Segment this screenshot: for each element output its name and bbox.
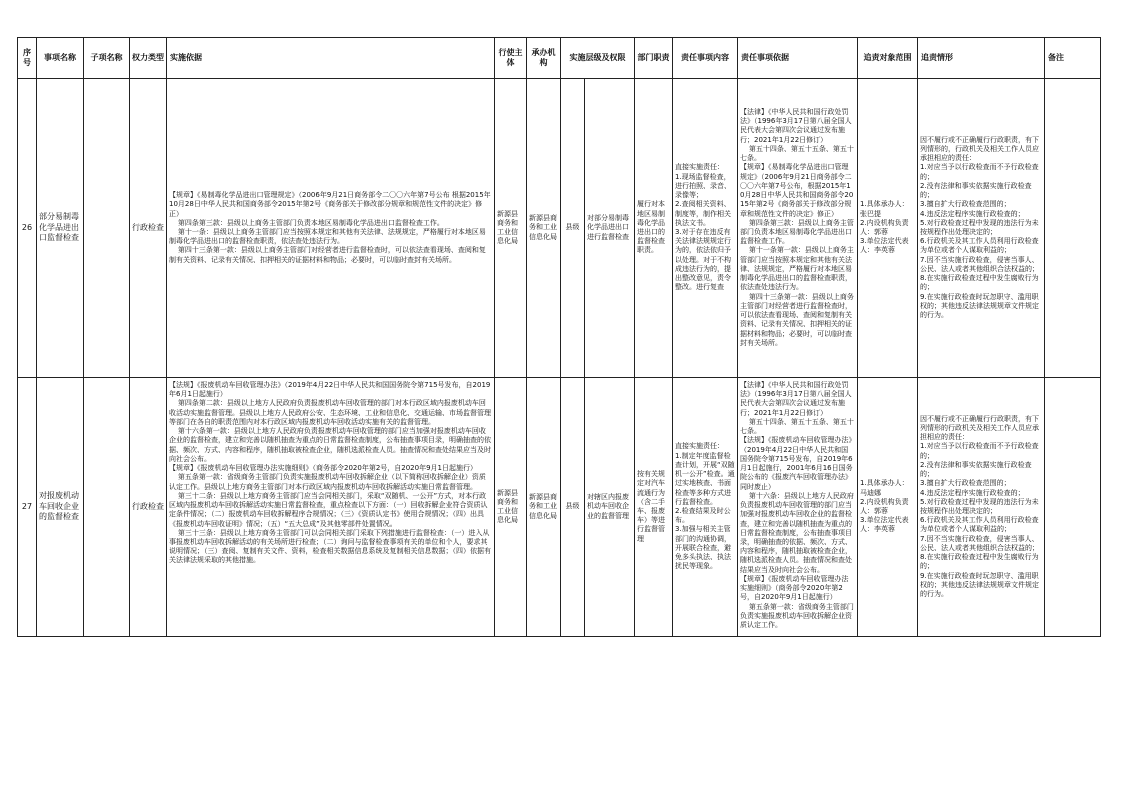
header-row: [18, 38, 1101, 79]
header-dept-duty: 部门职责: [635, 38, 673, 79]
row-dept-duty: 按有关规定对汽车流通行为（含二手车、报废车）等进行监督管理: [635, 378, 673, 637]
row-basis: 【规章】《易制毒化学品进出口管理规定》（2006年9月21日商务部令二〇〇六年第7号公布 根据2015年10月28日中华人民共和国商务部令2015年第2号《商务部关于修改部分规章和规范性文件的决定》修正） 第四条第三款：县级以上商务主管部门负责本地区易制毒化学品进出口监督检查工作。 第十一条：县级以上商务主管部门应当按照本规定和其他有关法律、法规规定，严格履行对本地区易制毒化学品进出口的监督检查职责，依法查处违法行为。 第四十三条第一款：县级以上商务主管部门对经营者进行监督检查时，可以依法查看现场、查阅和复制有关资料、记录有关情况、扣押相关的证据材料和物品；必要时，可以临时查封有关场所。: [169, 191, 491, 264]
row-accountable: 1.具体承办人：张巴提 2.内设机构负责人：郭蓉 3.单位法定代表人：李英蓉: [860, 200, 909, 255]
row-dept-duty: 履行对本地区易制毒化学品进出口的监督检查职责。: [635, 79, 673, 378]
row-subject: 新源县商务和工业信息化局: [495, 378, 527, 637]
row-resp-basis: 【法律】《中华人民共和国行政处罚法》（1996年3月17日第八届全国人民代表大会第四次会议通过发布施行；2021年1月22日修订） 第五十四条、第五十五条、第五十七条。 【法规】《报废机动车回收管理办法》（2019年4月22日中华人民共和国国务院令第715号发布，自2019年6月1日起施行，2001年6月16日国务院公布的《报废汽车回收管理办法》同时废止） 第十六条：县级以上地方人民政府负责报废机动车回收管理的部门应当加强对报废机动车回收企业的监督检查，建立和完善以随机抽查为重点的日常监督检查制度，公布抽查事项目录，明确抽查的依据、频次、方式、内容和程序，随机抽取被检查企业，随机选派检查人员。抽查情况和查处结果应当及时向社会公布。 【规章】《报废机动车回收管理办法实施细则》（商务部令2020年第2号，自2020年9月1日起施行） 第五条第一款：省级商务主管部门负责实施报废机动车回收拆解企业资质认定工作。: [740, 381, 854, 630]
row-level: 县级: [561, 378, 585, 637]
row-remarks: [1045, 378, 1101, 637]
row-subject: 新源县商务和工业信息化局: [495, 79, 527, 378]
header-basis: 实施依据: [167, 38, 495, 79]
row-item-name: 对报废机动车回收企业的监督检查: [37, 378, 84, 637]
table-header: [18, 38, 1101, 79]
row-power-type: 行政检查: [130, 378, 167, 637]
row-sub-item-name: [84, 378, 130, 637]
row-level: 县级: [561, 79, 585, 378]
header-resp-content: 责任事项内容: [673, 38, 738, 79]
header-power-type: 权力类型: [130, 38, 167, 79]
row-sub-item-name: [84, 79, 130, 378]
row-accountable: 1.具体承办人：马迪娜 2.内设机构负责人：郭蓉 3.单位法定代表人：李英蓉: [860, 479, 909, 534]
header-resp-basis: 责任事项依据: [738, 38, 858, 79]
table-row: [18, 378, 1101, 637]
header-sub-item-name: 子项名称: [84, 38, 130, 79]
row-resp-basis: 【法律】《中华人民共和国行政处罚法》（1996年3月17日第八届全国人民代表大会第四次会议通过发布施行；2021年1月22日修订） 第五十四条、第五十五条、第五十七条。 【规章】《易制毒化学品进出口管理规定》（2006年9月21日商务部令二〇〇六年第7号公布，根据2015年10月28日中华人民共和国商务部令2015年第2号《商务部关于修改部分规章和规范性文件的决定》修正） 第四条第三款：县级以上商务主管部门负责本地区易制毒化学品进出口监督检查工作。 第十一条第一款：县级以上商务主管部门应当按照本规定和其他有关法律、法规规定，严格履行对本地区易制毒化学品进出口的监督检查职责，依法查处违法行为。 第四十三条第一款：县级以上商务主管部门对经营者进行监督检查时，可以依法查看现场、查阅和复制有关资料、记录有关情况、扣押相关的证据材料和物品；必要时，可以临时查封有关场所。: [740, 107, 854, 347]
header-accountable: 追责对象范围: [858, 38, 918, 79]
row-level-power: 对辖区内报废机动车回收企业的监督管理: [585, 378, 635, 637]
header-remarks: 备注: [1045, 38, 1101, 79]
row-agency: 新源县商务和工业信息化局: [527, 79, 561, 378]
row-basis: 【法规】《报废机动车回收管理办法》（2019年4月22日中华人民共和国国务院令第715号发布，自2019年6月1日起施行） 第四条第二款：县级以上地方人民政府负责报废机动车回收管理的部门对本行政区域内报废机动车回收活动实施监督管理。县级以上地方人民政府公安、生态环境、工业和信息化、交通运输、市场监督管理等部门在各自的职责范围内对本行政区域内报废机动车回收活动实施有关的监督管理。 第十六条第一款：县级以上地方人民政府负责报废机动车回收管理的部门应当加强对报废机动车回收企业的监督检查，建立和完善以随机抽查为重点的日常监督检查制度，公布抽查事项目录，明确抽查的依据、频次、方式、内容和程序，随机抽取被检查企业，随机选派检查人员。抽查情况和查处结果应当及时向社会公布。 【规章】《报废机动车回收管理办法实施细则》（商务部令2020年第2号，自2020年9月1日起施行） 第五条第一款：省级商务主管部门负责实施报废机动车回收拆解企业（以下简称回收拆解企业）资质认定工作。县级以上地方商务主管部门对本行政区域内报废机动车回收拆解活动实施日常监督管理。 第三十二条：县级以上地方商务主管部门应当会同相关部门，采取“双随机、一公开”方式，对本行政区域内报废机动车回收拆解活动实施日常监督检查，重点检查以下方面：（一）回收拆解企业符合资质认定条件情况；（二）报废机动车回收拆解程序合规情况；（三）《资质认定书》使用合规情况；（四）出具《报废机动车回收证明》情况；（五）“五大总成”及其他零部件处置情况。 第三十三条：县级以上地方商务主管部门可以会同相关部门采取下列措施进行监督检查：（一）进入从事报废机动车回收拆解活动的有关场所进行检查；（二）询问与监督检查事项有关的单位和个人，要求其说明情况；（三）查阅、复制有关文件、资料，检查相关数据信息系统及复制相关信息数据；（四）依据有关法律法规采取的其他措施。: [169, 381, 491, 565]
row-seq: 26: [18, 79, 37, 378]
responsibility-list-sheet: [17, 37, 1100, 637]
row-power-type: 行政检查: [130, 79, 167, 378]
header-item-name: 事项名称: [37, 38, 84, 79]
row-remarks: [1045, 79, 1101, 378]
row-circumstances: 因不履行或不正确履行行政职责，有下列情形的，行政机关及相关工作人员应承担相应的责任： 1.对应当予以行政检查而不予行政检查的； 2.没有法律和事实依据实施行政检查的； 3.擅自扩大行政检查范围的； 4.违反法定程序实施行政检查的； 5.对行政检查过程中发现的违法行为未按规程作出处理决定的； 6.行政机关及其工作人员利用行政检查为单位或者个人谋取利益的； 7.因不当实施行政检查，侵害当事人、公民、法人或者其他组织合法权益的； 8.在实施行政检查过程中发生腐败行为的； 9.在实施行政检查时玩忽职守、滥用职权的；其他违反法律法规规章文件规定的行为。: [920, 135, 1039, 320]
row-agency: 新源县商务和工业信息化局: [527, 378, 561, 637]
header-circumstances: 追责情形: [918, 38, 1045, 79]
header-subject: 行使主体: [495, 38, 527, 79]
row-circumstances: 因不履行或不正确履行行政职责，有下列情形的行政机关及相关工作人员应承担相应的责任： 1.对应当予以行政检查而不予行政检查的； 2.没有法律和事实依据实施行政检查的； 3.擅自扩大行政检查范围的； 4.违反法定程序实施行政检查的； 5.对行政检查过程中发现的违法行为未按规程作出处理决定的； 6.行政机关及其工作人员利用行政检查为单位或者个人谋取利益的； 7.因不当实施行政检查，侵害当事人、公民、法人或者其他组织合法权益的； 8.在实施行政检查过程中发生腐败行为的； 9.在实施行政检查时玩忽职守、滥用职权的；其他违反法律法规规章文件规定的行为。: [920, 414, 1039, 599]
row-level-power: 对部分易制毒化学品进出口进行监督检查: [585, 79, 635, 378]
row-item-name: 部分易制毒化学品进出口监督检查: [37, 79, 84, 378]
row-resp-content: 直接实施责任： 1.现场监督检查，进行拍照、录音、录像等； 2.查阅相关资料、制度等，制作相关执法文书。 3.对于存在违反有关法律法规规定行为的，依法依归予以处理。对于不构成违法行为的，提出整改意见，责令整改。进行复查: [675, 163, 731, 292]
row-resp-content: 直接实施责任： 1.制定年度监督检查计划，开展“双随机一公开”检查。通过实地核查、书面检查等多种方式进行监督检查。 2.检查结果及时公布。 3.加强与相关主管部门的沟通协调，开展联合检查，避免多头执法、执法扰民等现象。: [675, 442, 735, 571]
header-agency: 承办机构: [527, 38, 561, 79]
header-seq: 序号: [18, 38, 37, 79]
responsibility-table: [17, 37, 1101, 637]
header-level: 实施层级及权限: [561, 38, 635, 79]
row-seq: 27: [18, 378, 37, 637]
table-row: [18, 79, 1101, 378]
